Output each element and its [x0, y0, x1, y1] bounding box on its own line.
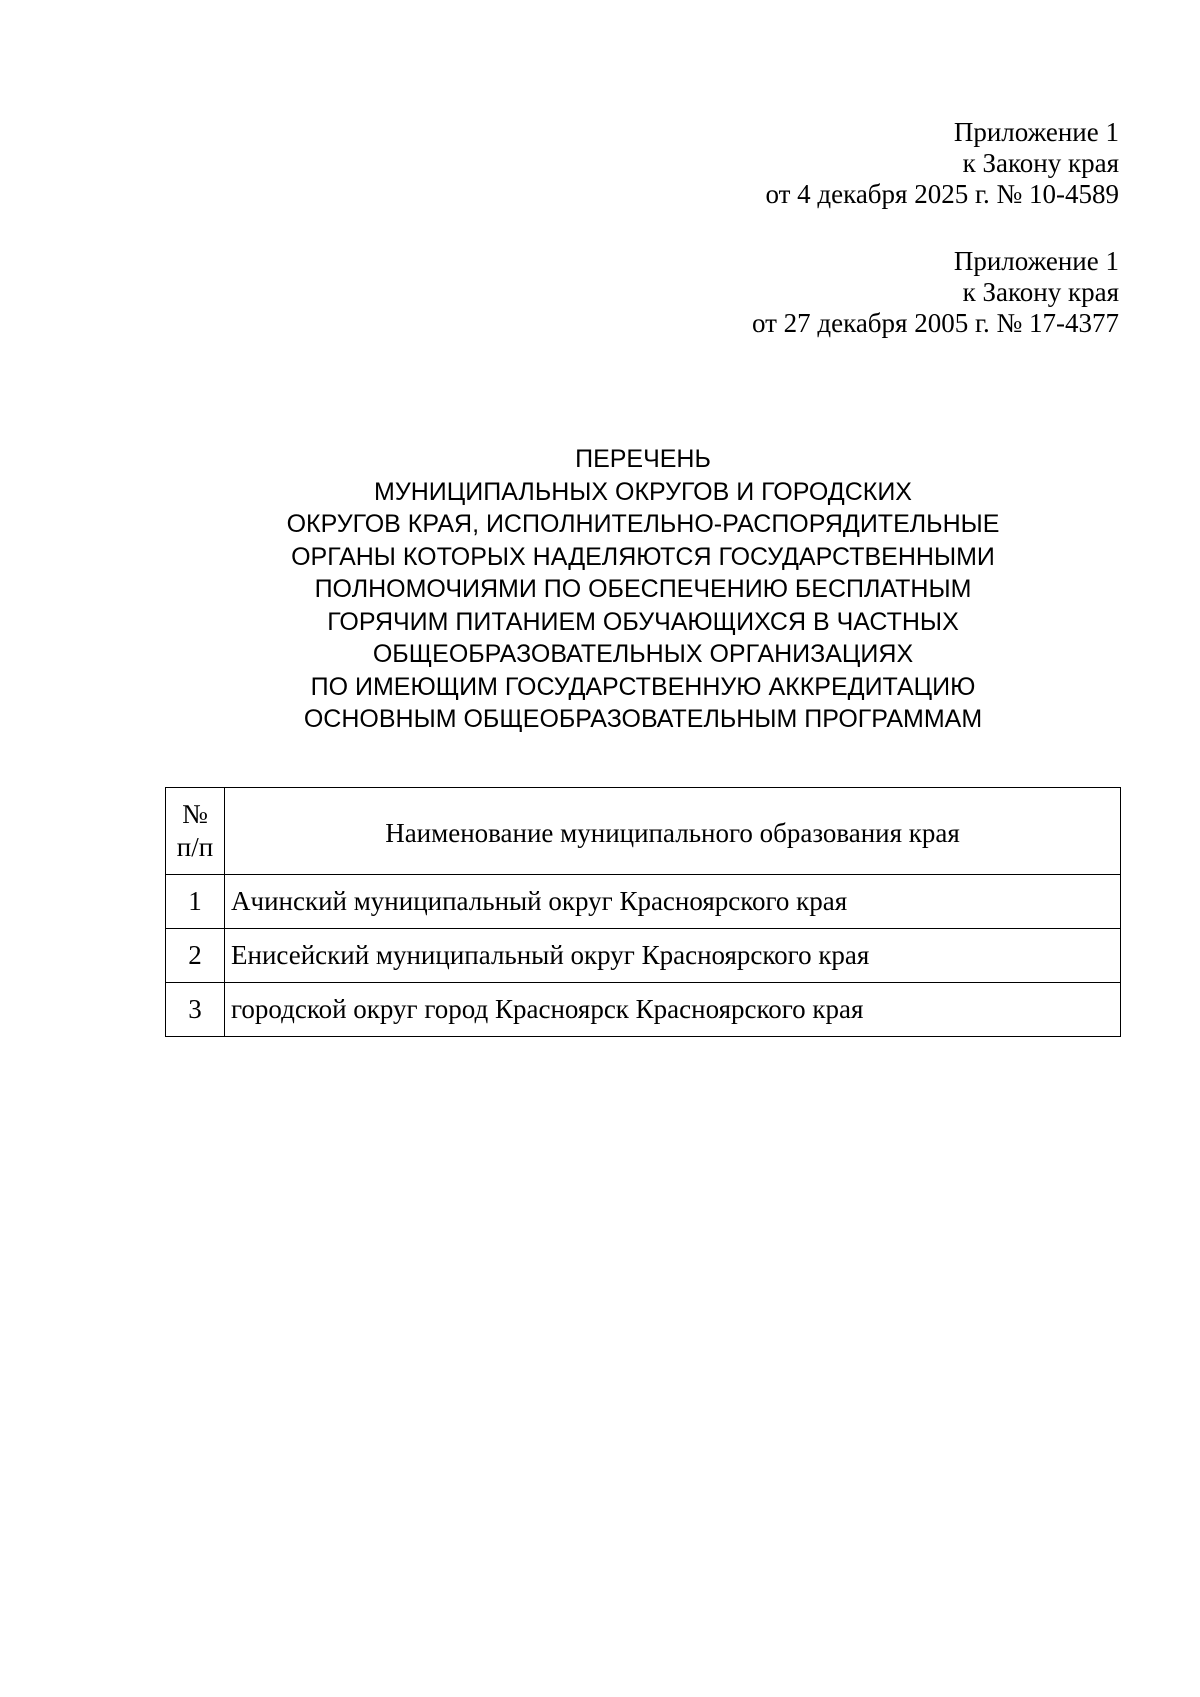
row-number: 3 — [166, 983, 225, 1037]
appendix-header-original — [752, 246, 1119, 339]
column-header-name: Наименование муниципального образования края — [225, 788, 1121, 875]
title-line: ОСНОВНЫМ ОБЩЕОБРАЗОВАТЕЛЬНЫМ ПРОГРАММАМ — [303, 705, 983, 733]
title-line: ПО ИМЕЮЩИМ ГОСУДАРСТВЕННУЮ АККРЕДИТАЦИЮ — [310, 672, 976, 701]
municipality-name: городской округ город Красноярск Красноярского края — [225, 983, 1121, 1037]
row-number: 2 — [166, 929, 225, 983]
municipality-name: Ачинский муниципальный округ Красноярского края — [225, 875, 1121, 929]
appendix-law-ref: к Закону края — [962, 277, 1119, 307]
appendix-label: Приложение 1 — [953, 246, 1119, 276]
title-line: ОРГАНЫ КОТОРЫХ НАДЕЛЯЮТСЯ ГОСУДАРСТВЕННЫМИ — [291, 542, 995, 571]
title-line: ОКРУГОВ КРАЯ, ИСПОЛНИТЕЛЬНО-РАСПОРЯДИТЕЛЬНЫЕ — [286, 510, 1000, 538]
table-row — [166, 983, 1121, 1037]
number-sign: № — [182, 799, 208, 829]
title-line: ГОРЯЧИМ ПИТАНИЕМ ОБУЧАЮЩИХСЯ В ЧАСТНЫХ — [327, 607, 959, 636]
table-row — [166, 875, 1121, 929]
table-header-row — [166, 788, 1121, 875]
appendix-label: Приложение 1 — [953, 117, 1119, 147]
appendix-law-date: от 4 декабря 2025 г. № 10-4589 — [765, 179, 1119, 209]
municipality-name: Енисейский муниципальный округ Красноярского края — [225, 929, 1121, 983]
title-line: МУНИЦИПАЛЬНЫХ ОКРУГОВ И ГОРОДСКИХ — [374, 477, 912, 506]
title-line: ПОЛНОМОЧИЯМИ ПО ОБЕСПЕЧЕНИЮ БЕСПЛАТНЫМ — [314, 575, 972, 603]
appendix-header-current — [765, 117, 1119, 210]
municipalities-table — [165, 787, 1121, 1037]
table-row — [166, 929, 1121, 983]
column-header-number — [166, 788, 225, 875]
number-abbrev: п/п — [176, 832, 214, 862]
appendix-law-ref: к Закону края — [962, 148, 1119, 178]
document-title — [160, 443, 1126, 736]
row-number: 1 — [166, 875, 225, 929]
title-line: ОБЩЕОБРАЗОВАТЕЛЬНЫХ ОРГАНИЗАЦИЯХ — [372, 640, 914, 668]
appendix-law-date: от 27 декабря 2005 г. № 17-4377 — [751, 308, 1119, 338]
title-line: ПЕРЕЧЕНЬ — [575, 445, 711, 473]
